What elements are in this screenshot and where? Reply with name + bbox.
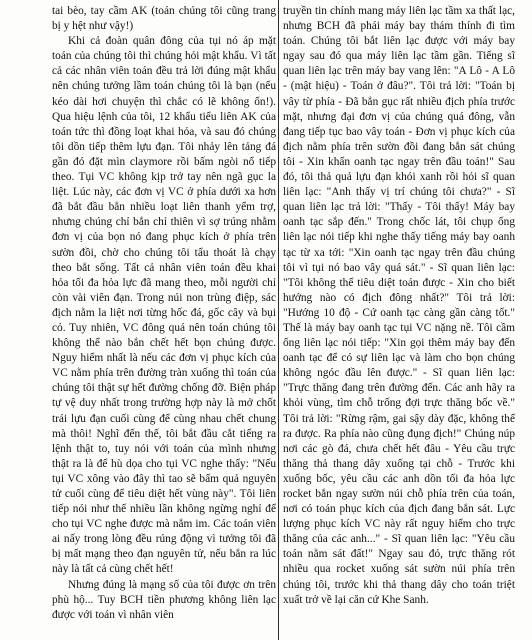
column-divider (278, 0, 279, 640)
paragraph: Khi cả đoàn quân đông của tụi nó áp mặt toán của chúng tôi thì chúng hỏi mật khẩu. Vì tất cả các nhân viên toán đều trả lời đúng mật khẩu nên chúng tưởng lầm toán chúng tôi là bạn (nếu kéo dài hơi chuyện thì chắc có lẽ không ổn!). Qua hiệu lệnh của tôi, 12 khẩu tiểu liên AK của toán tức thì đồng loạt khai hỏa, và sau đó chúng tôi dồn tiếp thêm lựu đạn. Tôi nhảy lên tảng đá gần đó đặt mìn claymore rồi bấm ngòi nổ tiếp theo. Tụi VC không kịp trở tay nên ngã gục la liệt. Lúc này, các đơn vị VC ở phía dưới xa hơn đã bắt đầu bắn nhiều loạt liên thanh yểm trợ, nhưng chúng chỉ bắn chỉ thiên vì sợ trúng nhằm đơn vị của bọn nó đang phục kích ở phía trên sườn đồi, chờ cho chúng tôi tẩu thoát là chạy theo bắt sống. Tất cả nhân viên toán đều khai hỏa tối đa hỏa lực đã mang theo, mỗi người chỉ còn vài viên đạn. Trong núi non trùng điệp, sác địch nằm la liệt nơi từng hốc đá, gốc cây và bụi cỏ. Tuy nhiên, VC đông quá nên toán chúng tôi không thể nào bắn chết hết bọn chúng được. Nguy hiểm nhất là nếu các đơn vị phục kích của VC nằm phía trên đường tràn xuống thì toán của chúng tôi thật sự hết đường chống đỡ. Biện pháp tự vệ duy nhất trong trường hợp này là mở chốt trái lựu đạn cuối cùng để cùng nhau chết chung mà thôi! Nghĩ đến thế, tôi bắt đầu cắt tiếng ra lệnh thật to, tuy nói với toán của mình nhưng thật ra là để hù dọa cho tụi VC nghe thấy: "Nếu tụi VC xông vào đây thì tao sẽ bấm quả nguyên tử cuối cùng để tiêu diệt hết vùng này". Tôi liên tiếp nói như thế nhiều lần không ngừng nghỉ để cho tụi VC nghe được mà nắm im. Các toán viên ai nấy trong lòng đều rúng động vì tưởng tôi đã bị mất mạng theo đạn nguyên tử, nếu bắn ra lúc này là tất cả cùng chết hết! (52, 35, 276, 576)
right-text-column (283, 4, 515, 608)
paragraph: Nhưng đúng là mạng số của tôi được ơn trên phù hộ... Tuy BCH tiền phương không liên lạc được với toán vì nhân viên (52, 578, 276, 621)
paragraph: tai bèo, tay cầm AK (toán chúng tôi cũng trang bị y hệt như vậy!) (52, 5, 276, 33)
paragraph: truyền tin chính mang máy liên lạc tầm xa thất lạc, nhưng BCH đã phái máy bay thám thính đi tìm toán. Chúng tôi bắt liên lạc được với máy bay ngay sau đó qua máy liên lạc tầm gần. Tiếng sĩ quan liên lạc trên máy bay vang lên: "A Lô - A Lô - (mật hiệu) - Toán ở đâu?". Tôi trả lời: "Toán bị vây từ phía - Đã bắn gục rất nhiều địch phía trước mặt, nhưng đại đơn vị của chúng quá đông, vẫn đang tiếp tục bao vây toán - Đơn vị phục kích của địch nằm phía trên sườn đồi đang bắn sát chúng tôi - Xin khẩn oanh tạc ngay trên đầu toán!" Sau đó, tôi thả quả lựu đạn khói xanh rồi hỏi sĩ quan liên lạc: "Anh thấy vị trí chúng tôi chưa?" - Sĩ quan liên lạc trả lời: "Thấy - Tôi thấy! Máy bay oanh tạc sắp đến." Trong chốc lát, tôi chụp ống liên lạc nói tiếp khi nghe thấy tiếng máy bay oanh tạc từ xa tới: "Xin oanh tạc ngay trên đầu chúng tôi vì tụi nó bao vây quá sát." - Sĩ quan liên lạc: "Tôi không thể tiêu diệt toán được - Xin cho biết hướng nào có địch đông nhất?" Tôi trả lời: "Hướng 10 độ - Cứ oanh tạc càng gần càng tốt." Thế là máy bay oanh tạc tụi VC nặng nề. Tôi cầm ống liên lạc nói tiếp: "Xin gọi thêm máy bay đến oanh tạc để có sự liên lạc và làm cho bọn chúng không ngóc đầu lên được." - Sĩ quan liên lạc: "Trực thăng đang trên đường đến. Các anh hãy ra khỏi vùng, tìm chỗ trống đợi trực thăng bốc về." Tôi trả lời: "Rừng rậm, gai sậy dày đặc, không thể ra được. Ra phía nào cũng đụng địch!" Chúng núp nơi các gò đá, chưa chết hết đâu - Yêu cầu trực thăng thả thang dây xuống tại chỗ - Trước khi xuống bốc, yêu cầu các anh dồn tối đa hỏa lực rocket bắn ngay sườn núi chỗ phía trên của toán, nơi có toán phục kích của địch đang bắn sát. Lực lượng phục kích VC này rất nguy hiểm cho trực thăng của các anh..." - Sĩ quan liên lạc: "Yêu cầu toán nằm sát đất!" Ngay sau đó, trực thăng rót nhiều qua rocket xuống sát sườn núi phía trên chúng tôi, trước khi thả thang dây cho toán triệt xuất trở về lại căn cứ Khe Sanh. (283, 5, 515, 606)
left-text-column (52, 4, 276, 623)
